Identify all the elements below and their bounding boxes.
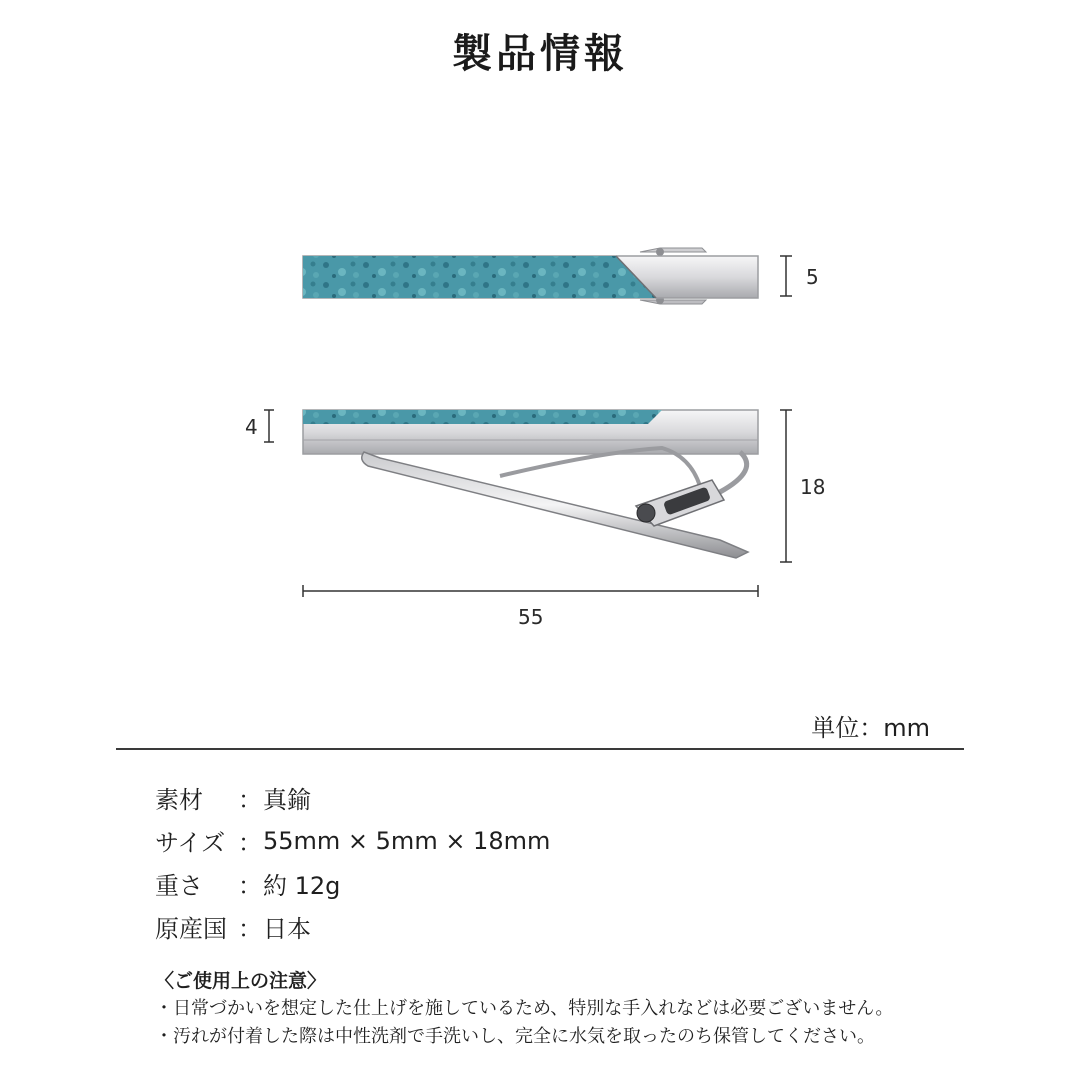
spec-value: 日本: [263, 915, 311, 943]
spec-list: [155, 776, 550, 948]
spec-row-material: [155, 776, 550, 819]
spec-row-origin: [155, 905, 550, 948]
dim-label-front-depth: 4: [245, 415, 258, 439]
note-line: ・汚れが付着した際は中性洗剤で手洗いし、完全に水気を取ったのち保管してください。: [155, 1026, 875, 1047]
dim-label-width: 55: [518, 605, 544, 629]
notes-heading: 〈ご使用上の注意〉: [155, 970, 327, 992]
dim-label-front-height: 18: [800, 475, 826, 499]
spec-separator: ：: [238, 872, 262, 900]
dimension-front-depth: [245, 410, 274, 442]
spec-key: サイズ: [155, 829, 226, 857]
divider: [116, 748, 964, 750]
spec-separator: ：: [238, 829, 262, 857]
dim-label-top-height: 5: [806, 265, 819, 289]
patina-surface-front: [303, 410, 662, 424]
front-view: [303, 410, 758, 558]
unit-label: 単位：mm: [811, 714, 930, 742]
spec-separator: ：: [238, 915, 262, 943]
dimension-top-height: [780, 256, 819, 296]
spec-row-weight: [155, 862, 550, 905]
spec-key: 重さ: [155, 872, 203, 900]
spec-separator: ：: [238, 786, 262, 814]
patina-surface-top: [303, 256, 656, 298]
spec-value: 真鍮: [263, 786, 311, 814]
spec-value: 約 12g: [263, 872, 341, 900]
spec-row-size: [155, 819, 550, 862]
page-title: 製品情報: [452, 31, 628, 77]
dimension-front-height: [780, 410, 825, 562]
note-line: ・日常づかいを想定した仕上げを施しているため、特別な手入れなどは必要ございません。: [155, 998, 894, 1019]
top-view: [303, 248, 758, 304]
dimension-width: [303, 585, 758, 629]
spec-key: 原産国: [155, 915, 227, 943]
spec-key: 素材: [155, 786, 203, 814]
usage-notes: [155, 966, 893, 1050]
spec-value: 55mm × 5mm × 18mm: [263, 826, 551, 855]
